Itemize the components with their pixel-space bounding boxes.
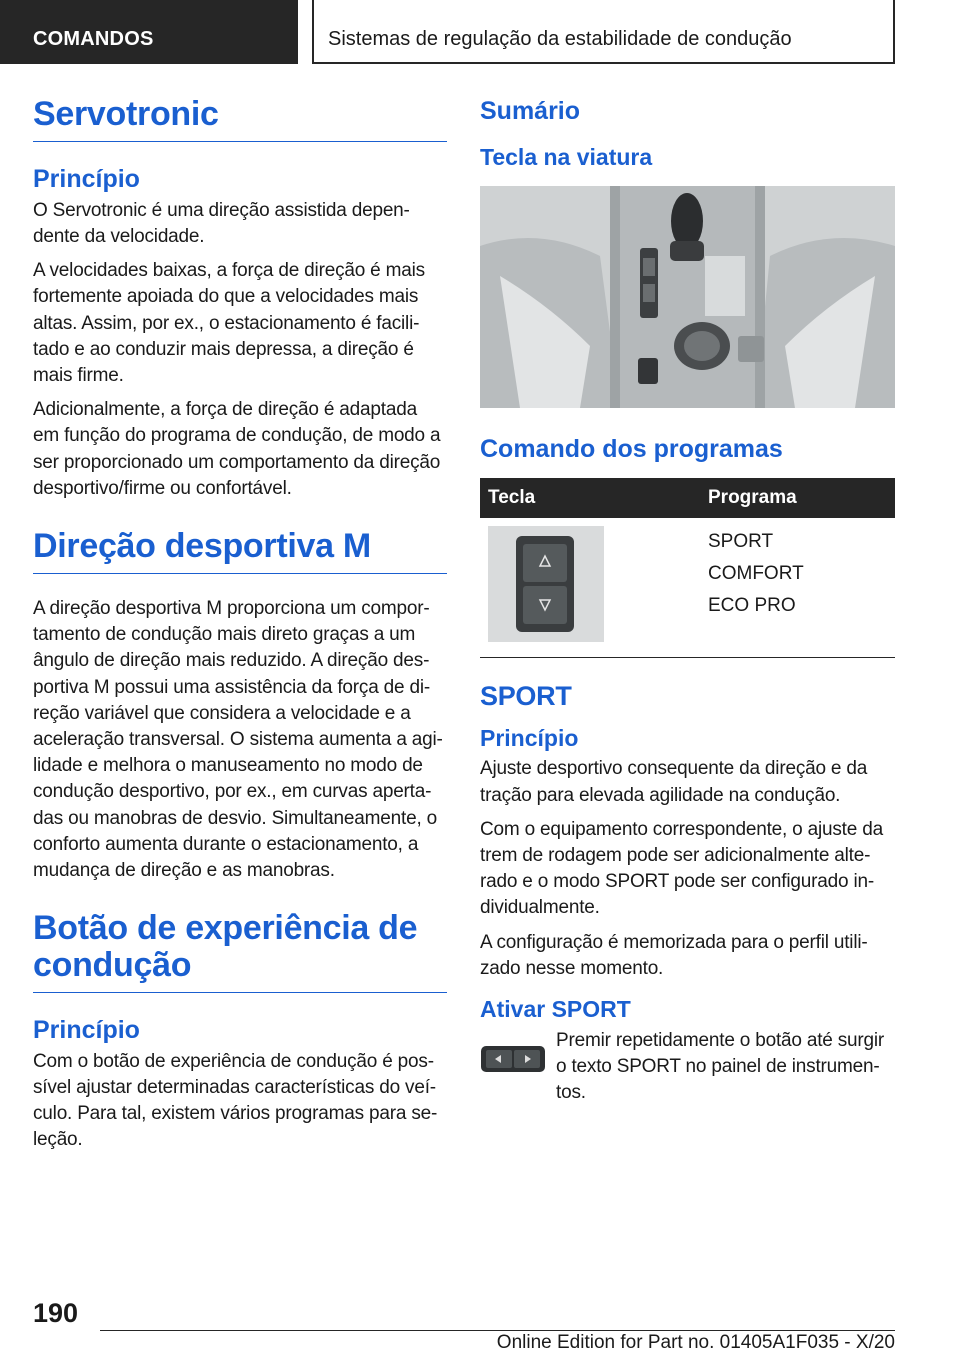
rocker-switch-icon (480, 1042, 546, 1076)
servotronic-para-2: A velocidades baixas, a força de direção é mais fortemente apoiada do que a velocidades mais altas. Assim, por ex., o estacionamento é facilitado e ao conduzir mais depressa, a direção é mais firme. (33, 260, 425, 387)
key-image-cell (480, 518, 700, 658)
ativar-sport-text: Premir repetidamente o botão até surgir o texto SPORT no painel de instrumentos. (556, 1029, 885, 1104)
right-column (480, 96, 895, 1114)
footer-divider (100, 1330, 895, 1331)
chapter-title: Sistemas de regulação da estabilidade de condução (312, 0, 895, 64)
botao-heading: Botão de experiência de condução (33, 910, 447, 992)
table-header-program: Programa (700, 478, 895, 518)
mode-switch-icon (488, 526, 604, 642)
botao-para-1: Com o botão de experiência de condução é possível ajustar determinadas características do veículo. Para tal, existem vários programas para seleção. (33, 1050, 438, 1151)
section-label: COMANDOS (0, 0, 298, 64)
ativar-sport-heading: Ativar SPORT (480, 996, 631, 1023)
table-row (480, 518, 895, 658)
page-number: 190 (33, 1298, 79, 1328)
ativar-sport-block (480, 1028, 895, 1107)
servotronic-para-3: Adicionalmente, a força de direção é adaptada em função do programa de condução, de modo a ser proporcionado um comportamento da direção desportivo/firme ou confortável. (33, 399, 441, 499)
direcao-para-1: A direção desportiva M proporciona um comportamento de condução mais direto graças a um ângulo de direção mais reduzido. A direção desportiva M possui uma assistência da força de direção variável que considera a velocidade e a aceleração transversal. O sistema aumenta a agilidade e melhora o manuseamento no modo de condução desportivo, por ex., em curvas apertadas ou manobras de desvio. Simultaneamente, o conforto aumenta durante o estacionamento, a mudança de direção e as manobras. (33, 597, 443, 882)
sumario-heading: Sumário (480, 97, 581, 125)
table-header-key: Tecla (480, 478, 700, 518)
sport-heading: SPORT (480, 680, 572, 711)
program-options-cell (700, 518, 895, 658)
program-option: COMFORT (708, 562, 804, 584)
comando-heading: Comando dos programas (480, 434, 783, 463)
direcao-heading: Direção desportiva M (33, 528, 447, 574)
servotronic-principle-heading: Princípio (33, 164, 140, 193)
sport-para-3: A configuração é memorizada para o perfil utilizado nesse momento. (480, 931, 868, 979)
botao-principle-heading: Princípio (33, 1015, 140, 1044)
program-option: SPORT (708, 530, 774, 552)
programs-table (480, 478, 895, 658)
servotronic-heading: Servotronic (33, 96, 447, 142)
sport-principle-heading: Princípio (480, 724, 579, 751)
page-header (0, 0, 960, 66)
left-column (33, 96, 447, 1162)
sport-para-1: Ajuste desportivo consequente da direção e da tração para elevada agilidade na condução. (480, 758, 868, 806)
edition-text: Online Edition for Part no. 01405A1F035 - X/20 (496, 1332, 895, 1353)
sport-para-2: Com o equipamento correspondente, o ajuste da trem de rodagem pode ser adicionalmente alterado e o modo SPORT pode ser configurado individualmente. (480, 818, 883, 919)
tecla-heading: Tecla na viatura (480, 144, 653, 170)
servotronic-para-1: O Servotronic é uma direção assistida dependente da velocidade. (33, 199, 410, 247)
program-option: ECO PRO (708, 594, 796, 616)
console-illustration (480, 186, 895, 408)
console-photo (480, 186, 895, 408)
